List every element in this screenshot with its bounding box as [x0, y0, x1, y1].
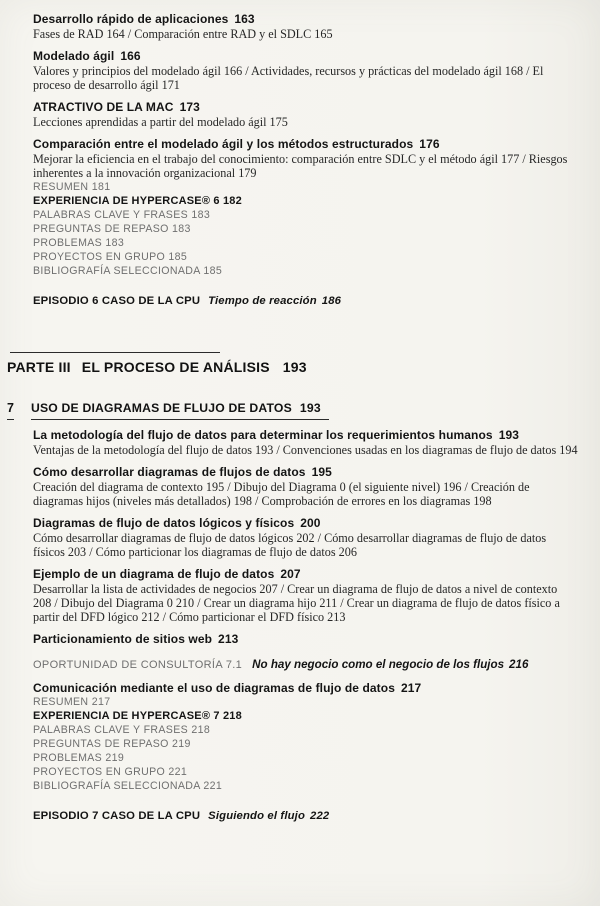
chapter-heading [7, 401, 580, 420]
part-label: PARTE III [7, 359, 71, 376]
section-title: Comunicación mediante el uso de diagramas de flujo de datos [33, 681, 395, 696]
section-page-number: 207 [280, 567, 301, 582]
section-page-number: 166 [120, 49, 141, 63]
toc-section [33, 137, 580, 180]
section-title: Diagramas de flujo de datos lógicos y físicos [33, 516, 295, 531]
consulting-label: OPORTUNIDAD DE CONSULTORÍA 7.1 [33, 659, 243, 672]
section-heading [33, 428, 580, 442]
section-page-number: 176 [419, 137, 440, 151]
toc-section [33, 428, 580, 457]
section-subentries: Valores y principios del modelado ágil 166 / Actividades, recursos y prácticas del modelado ágil 168 / El proceso de desarrollo ágil 171 [33, 64, 544, 92]
section-title: La metodología del flujo de datos para determinar los requerimientos humanos [33, 428, 493, 443]
section-subentries: Fases de RAD 164 / Comparación entre RAD y el SDLC 165 [33, 27, 333, 41]
section-heading [33, 567, 580, 581]
hypercase-entry: EXPERIENCIA DE HYPERCASE® 7 218 [33, 710, 242, 723]
section-subentries: Mejorar la eficiencia en el trabajo del conocimiento: comparación entre SDLC y el método ágil 177 / Riesgos inherentes a la innovación organizacional 179 [33, 152, 568, 180]
part-title-line [7, 359, 580, 375]
section-subentries: Lecciones aprendidas a partir del modelado ágil 175 [33, 115, 288, 129]
section-title: Ejemplo de un diagrama de flujo de datos [33, 567, 275, 582]
section-title: Particionamiento de sitios web [33, 632, 213, 647]
toc-section [33, 12, 580, 41]
section-heading [33, 516, 580, 530]
part-title: EL PROCESO DE ANÁLISIS [81, 359, 270, 376]
section-heading [33, 681, 580, 695]
section-title: Desarrollo rápido de aplicaciones [33, 12, 229, 26]
toc-section [33, 465, 580, 508]
chapter-title: USO DE DIAGRAMAS DE FLUJO DE DATOS [30, 401, 292, 416]
chapter-number: 7 [7, 401, 14, 420]
chapter-title-line [31, 401, 329, 420]
consulting-title: No hay negocio como el negocio de los flujos [252, 658, 505, 672]
backmatter-entry: PALABRAS CLAVE Y FRASES 183 [33, 209, 211, 221]
consulting-opportunity-entry [33, 655, 580, 673]
section-subentries: Creación del diagrama de contexto 195 / Dibujo del Diagrama 0 (el siguiente nivel) 196 / Creación de diagramas hijos (niveles más detallados) 198 / Comprobación de errores en los diagramas 198 [33, 480, 530, 509]
section-subentries: Ventajas de la metodología del flujo de datos 193 / Convenciones usadas en los diagramas de flujo de datos 194 [33, 443, 578, 458]
section-page-number: 213 [218, 632, 239, 647]
chapter-page-number: 193 [299, 401, 321, 416]
section-page-number: 200 [300, 516, 321, 531]
backmatter-entry: BIBLIOGRAFÍA SELECCIONADA 221 [33, 780, 223, 793]
section-title: Comparación entre el modelado ágil y los métodos estructurados [33, 137, 414, 151]
toc-section [33, 100, 580, 129]
backmatter-entry: RESUMEN 217 [33, 696, 111, 709]
section-subentries: Desarrollar la lista de actividades de negocios 207 / Crear un diagrama de flujo de datos a nivel de contexto 208 / Dibujo del Diagrama 0 210 / Crear un diagrama hijo 211 / Crear un diagrama de flujo de datos físico a partir del DFD lógico 212 / Cómo particionar el DFD físico 213 [33, 582, 560, 625]
section-heading [33, 632, 580, 646]
episode-label: EPISODIO 7 CASO DE LA CPU [33, 810, 201, 823]
toc-section [33, 49, 580, 92]
backmatter-entry: PROBLEMAS 183 [33, 237, 125, 249]
part-divider-rule [10, 352, 220, 353]
toc-section [33, 632, 580, 646]
consulting-page-number: 216 [509, 658, 529, 672]
section-heading [33, 12, 580, 26]
toc-section [33, 516, 580, 559]
part-heading [7, 352, 580, 375]
section-title: Cómo desarrollar diagramas de flujos de datos [33, 465, 306, 480]
section-page-number: 193 [498, 428, 520, 443]
section-title: Modelado ágil [33, 49, 115, 63]
episode-page-number: 222 [310, 810, 330, 823]
toc-section [33, 567, 580, 624]
section-page-number: 163 [234, 12, 255, 26]
section-heading [33, 49, 580, 63]
backmatter-entry: PROYECTOS EN GRUPO 221 [33, 766, 188, 779]
section-page-number: 173 [179, 100, 200, 114]
backmatter-entry: RESUMEN 181 [33, 181, 111, 193]
section-heading [33, 465, 580, 479]
backmatter-entry: PROYECTOS EN GRUPO 185 [33, 251, 188, 263]
backmatter-entry: PREGUNTAS DE REPASO 219 [33, 738, 191, 751]
section-heading [33, 137, 580, 151]
toc-section [33, 681, 580, 695]
backmatter-entry: PREGUNTAS DE REPASO 183 [33, 223, 191, 235]
section-heading [33, 100, 580, 114]
section-page-number: 195 [311, 465, 332, 480]
backmatter-entry: BIBLIOGRAFÍA SELECCIONADA 185 [33, 265, 223, 277]
episode-label: EPISODIO 6 CASO DE LA CPU [33, 295, 201, 307]
episode-entry [33, 809, 580, 823]
episode-title: Siguiendo el flujo [208, 810, 306, 823]
section-subentries: Cómo desarrollar diagramas de flujo de datos lógicos 202 / Cómo desarrollar diagramas de flujo de datos físicos 203 / Cómo particionar los diagramas de flujo de datos 206 [33, 531, 547, 560]
section-title: ATRACTIVO DE LA MAC [33, 100, 174, 114]
part-page-number: 193 [282, 359, 307, 376]
section-page-number: 217 [400, 681, 422, 696]
episode-title: Tiempo de reacción [208, 295, 317, 307]
episode-entry [33, 294, 580, 308]
backmatter-entry: PROBLEMAS 219 [33, 752, 125, 765]
hypercase-entry: EXPERIENCIA DE HYPERCASE® 6 182 [33, 195, 242, 207]
backmatter-entry: PALABRAS CLAVE Y FRASES 218 [33, 724, 211, 737]
episode-page-number: 186 [321, 295, 342, 307]
